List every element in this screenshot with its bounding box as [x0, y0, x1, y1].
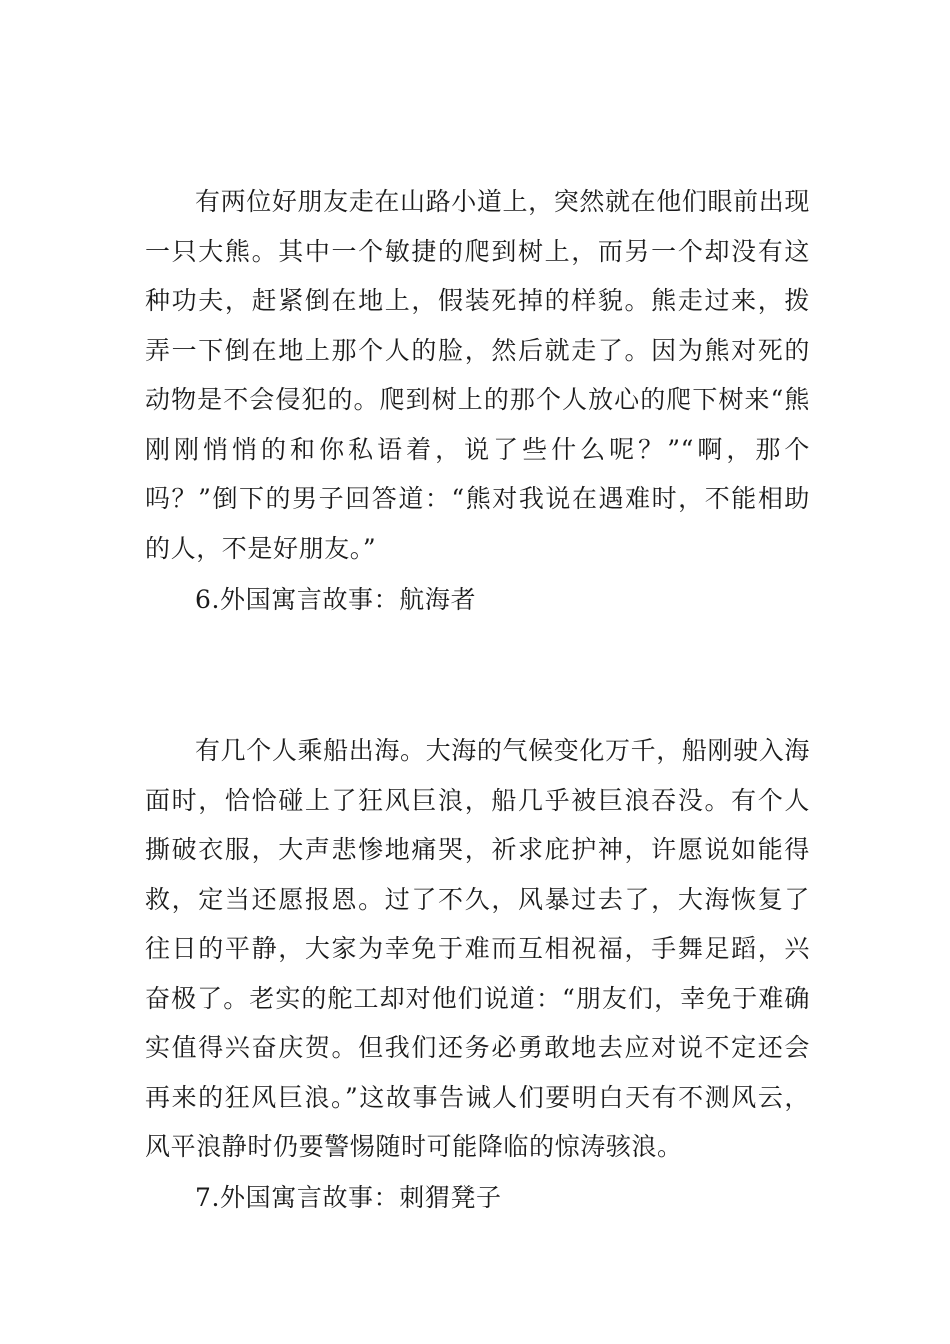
section-heading-7: 7.外国寓言故事：刺猬凳子 — [195, 1183, 502, 1212]
section-heading-6: 6.外国寓言故事：航海者 — [195, 585, 477, 614]
story-paragraph-sailors: 有几个人乘船出海。大海的气候变化万千，船刚驶入海面时，恰恰碰上了狂风巨浪，船几乎被巨浪吞没。有个人撕破衣服，大声悲惨地痛哭，祈求庇护神，许愿说如能得救，定当还愿报恩。过了不久，风暴过去了，大海恢复了往日的平静，大家为幸免于难而互相祝福，手舞足蹈，兴奋极了。老实的舵工却对他们说道：“朋友们，幸免于难确实值得兴奋庆贺。但我们还务必勇敢地去应对说不定还会再来的狂风巨浪。”这故事告诫人们要明白天有不测风云，风平浪静时仍要警惕随时可能降临的惊涛骇浪。 — [145, 736, 810, 1161]
story-paragraph-bear: 有两位好朋友走在山路小道上，突然就在他们眼前出现一只大熊。其中一个敏捷的爬到树上，而另一个却没有这种功夫，赶紧倒在地上，假装死掉的样貌。熊走过来，拨弄一下倒在地上那个人的脸，然后就走了。因为熊对死的动物是不会侵犯的。爬到树上的那个人放心的爬下树来“熊刚刚悄悄的和你私语着，说了些什么呢？”“啊，那个吗？”倒下的男子回答道：“熊对我说在遇难时，不能相助的人，不是好朋友。” — [145, 187, 810, 563]
